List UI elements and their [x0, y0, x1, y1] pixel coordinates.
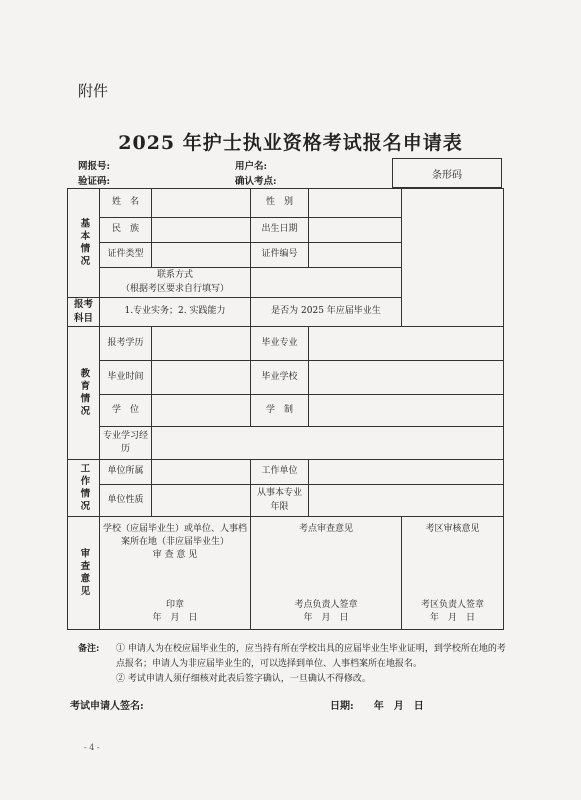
grad-time-label: 毕业时间: [100, 361, 152, 395]
area-review-date: 年 月 日: [429, 612, 475, 623]
system-field[interactable]: [309, 395, 504, 427]
name-field[interactable]: [152, 189, 251, 218]
education-section: 教育情况: [68, 327, 100, 460]
applicant-signature-label: 考试申请人签名:: [70, 701, 144, 712]
employer-label: 工作单位: [251, 460, 309, 485]
id-type-label: 证件类型: [100, 243, 152, 268]
major-label: 毕业专业: [251, 327, 309, 361]
signature-date-label: 日期: 年 月 日: [330, 701, 424, 712]
years-field[interactable]: [309, 485, 504, 517]
confirm-site-label: 确认考点:: [235, 176, 277, 187]
contact-field[interactable]: [251, 268, 402, 298]
verify-code-label: 验证码:: [78, 176, 111, 187]
seal-label: 印章: [165, 599, 184, 610]
school-review-cell: [100, 517, 251, 630]
application-form-table: [67, 188, 504, 630]
site-sign-label: 考点负责人签章: [294, 599, 358, 610]
birth-label: 出生日期: [251, 218, 309, 243]
birth-field[interactable]: [309, 218, 402, 243]
area-sign-label: 考区负责人签章: [420, 599, 484, 610]
area-review-title: 考区审核意见: [425, 524, 480, 534]
gender-field[interactable]: [309, 189, 402, 218]
major-field[interactable]: [309, 327, 504, 361]
id-no-label: 证件编号: [251, 243, 309, 268]
affiliation-field[interactable]: [152, 460, 251, 485]
nature-field[interactable]: [152, 485, 251, 517]
school-field[interactable]: [309, 361, 504, 395]
subject-options: 1.专业实务；2. 实践能力: [100, 298, 251, 327]
study-field[interactable]: [152, 427, 504, 460]
id-no-field[interactable]: [309, 243, 402, 268]
review-section: 审查意见: [68, 517, 100, 630]
academic-degree-label: 学 位: [100, 395, 152, 427]
username-label: 用户名:: [235, 161, 268, 172]
barcode-box: [392, 158, 502, 188]
degree-label: 报考学历: [100, 327, 152, 361]
id-type-field[interactable]: [152, 243, 251, 268]
school-review-sub: 审 查 意 见: [152, 550, 198, 561]
attachment-label: 附件: [78, 82, 109, 100]
ethnicity-field[interactable]: [152, 218, 251, 243]
degree-field[interactable]: [152, 327, 251, 361]
notes-label: 备注:: [78, 644, 100, 654]
nature-label: 单位性质: [100, 485, 152, 517]
affiliation-label: 单位所属: [100, 460, 152, 485]
site-review-title: 考点审查意见: [298, 524, 353, 534]
contact-label: 联系方式 （根据考区要求自行填写）: [100, 268, 251, 298]
note-1: ① 申请人为在校应届毕业生的，应当持有所在学校出具的应届毕业生毕业证明，到学校所在地的考点报名；申请人为非应届毕业生的，可以选择到单位、人事档案所在地报名。: [116, 644, 506, 669]
page-number: - 4 -: [84, 743, 100, 752]
gender-label: 性 别: [251, 189, 309, 218]
school-review-title: 学校（应届毕业生）或单位、人事档案所在地（非应届毕业生）: [102, 524, 247, 548]
academic-degree-field[interactable]: [152, 395, 251, 427]
system-label: 学 制: [251, 395, 309, 427]
study-label: 专业学习经历: [100, 427, 152, 460]
grad-time-field[interactable]: [152, 361, 251, 395]
ethnicity-label: 民 族: [100, 218, 152, 243]
subject-section: 报考 科目: [68, 298, 100, 327]
school-review-date: 年 月 日: [152, 612, 198, 623]
site-review-date: 年 月 日: [303, 612, 349, 623]
years-label: 从事本专业年限: [251, 485, 309, 517]
barcode-label: 条形码: [432, 169, 462, 181]
area-review-cell: [402, 517, 504, 630]
name-label: 姓 名: [100, 189, 152, 218]
basic-section: 基本情况: [68, 189, 100, 298]
form-title: 2025 年护士执业资格考试报名申请表: [118, 132, 463, 154]
reg-no-label: 网报号:: [78, 161, 111, 172]
employer-field[interactable]: [309, 460, 504, 485]
school-label: 毕业学校: [251, 361, 309, 395]
site-review-cell: [251, 517, 402, 630]
photo-box: [402, 189, 504, 327]
work-section: 工作情况: [68, 460, 100, 517]
note-2: ② 考试申请人须仔细核对此表后签字确认，一旦确认不得修改。: [116, 674, 371, 684]
graduate-question: 是否为 2025 年应届毕业生: [251, 298, 402, 327]
